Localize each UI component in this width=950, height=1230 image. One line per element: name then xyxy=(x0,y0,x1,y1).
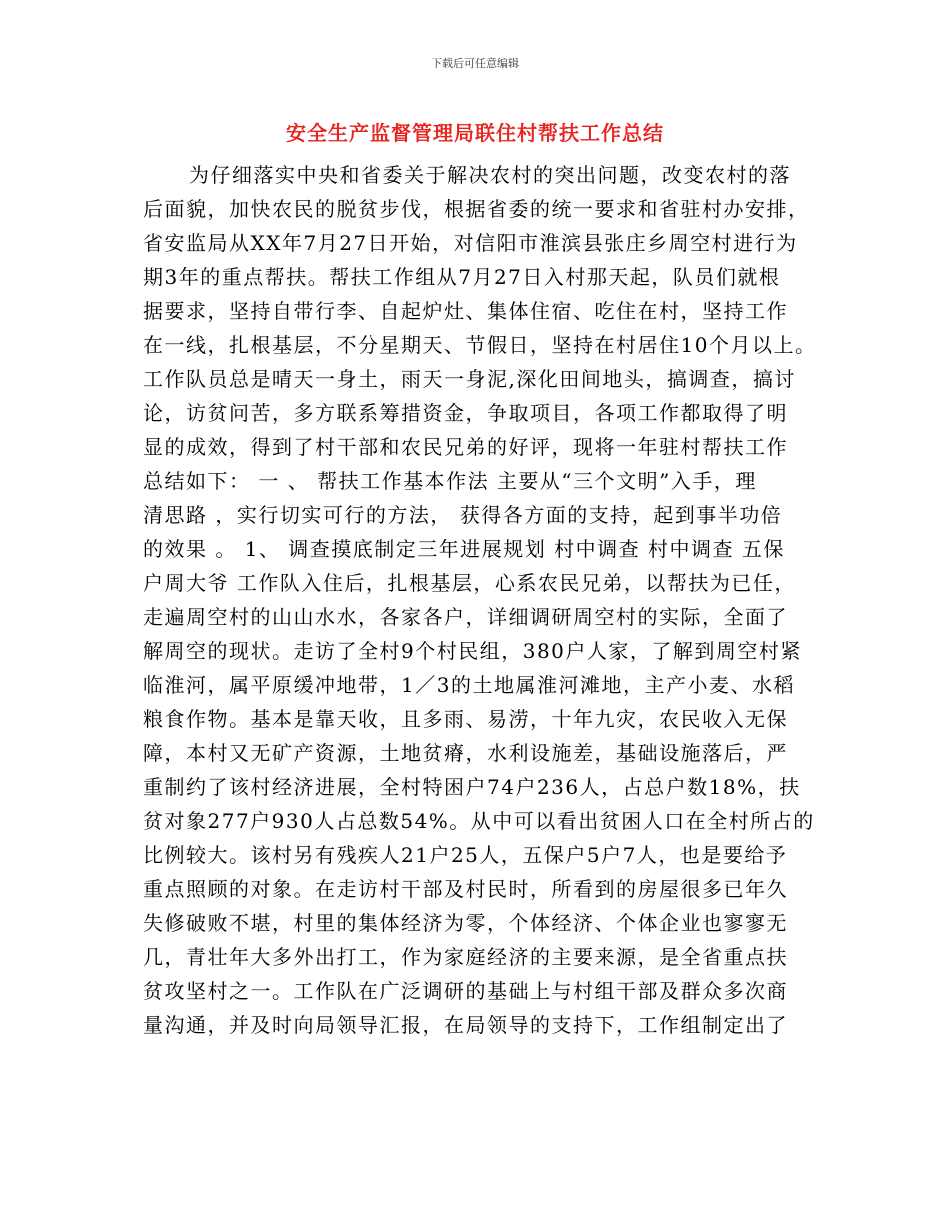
body-text xyxy=(143,158,817,1042)
text-line: 的效果 。 1、 调查摸底制定三年进展规划 村中调查 村中调查 五保 xyxy=(143,537,785,561)
text-line: 工作队员总是晴天一身土，雨天一身泥,深化田间地头，搞调查，搞讨 xyxy=(143,367,796,391)
text-line: 总结如下： 一 、 帮扶工作基本作法 主要从“三个文明”入手，理 xyxy=(143,469,757,493)
text-line: 贫对象277户930人占总数54%。从中可以看出贫困人口在全村所占的 xyxy=(143,809,815,833)
text-line: 为仔细落实中央和省委关于解决农村的突出问题，改变农村的落 xyxy=(189,163,791,187)
text-line: 走遍周空村的山山水水，各家各户，详细调研周空村的实际，全面了 xyxy=(143,605,788,629)
text-line: 清思路 ，实行切实可行的方法， 获得各方面的支持，起到事半功倍 xyxy=(143,503,783,527)
text-line: 临淮河，属平原缓冲地带，1／3的土地属淮河滩地，主产小麦、水稻 xyxy=(143,673,795,697)
text-line: 几，青壮年大多外出打工，作为家庭经济的主要来源，是全省重点扶 xyxy=(143,945,788,969)
text-line: 户周大爷 工作队入住后，扎根基层，心系农民兄弟，以帮扶为已任， xyxy=(143,571,796,595)
text-line: 解周空的现状。走访了全村9个村民组，380户人家，了解到周空村紧 xyxy=(143,639,802,663)
text-line: 粮食作物。基本是靠天收，且多雨、易涝，十年九灾，农民收入无保 xyxy=(143,707,788,731)
header-note: 下载后可任意编辑 xyxy=(431,57,519,70)
document-title: 安全生产监督管理局联住村帮扶工作总结 xyxy=(286,121,664,145)
text-line: 障，本村又无矿产资源，土地贫瘠，水利设施差，基础设施落后，严 xyxy=(143,741,788,765)
text-line: 省安监局从XX年7月27日开始，对信阳市淮滨县张庄乡周空村进行为 xyxy=(143,231,798,255)
text-line: 期3年的重点帮扶。帮扶工作组从7月27日入村那天起，队员们就根 xyxy=(143,265,781,289)
text-line: 重点照顾的对象。在走访村干部及村民时，所看到的房屋很多已年久 xyxy=(143,877,788,901)
text-line: 在一线，扎根基层，不分星期天、节假日，坚持在村居住10个月以上。 xyxy=(143,333,817,357)
text-line: 重制约了该村经济进展，全村特困户74户236人，占总户数18%，扶 xyxy=(143,775,801,799)
text-line: 据要求，坚持自带行李、自起炉灶、集体住宿、吃住在村，坚持工作 xyxy=(143,299,788,323)
text-line: 显的成效，得到了村干部和农民兄弟的好评，现将一年驻村帮扶工作 xyxy=(143,435,788,459)
text-line: 量沟通，并及时向局领导汇报，在局领导的支持下，工作组制定出了 xyxy=(143,1013,788,1037)
text-line: 论，访贫问苦，多方联系筹措资金，争取项目，各项工作都取得了明 xyxy=(143,401,788,425)
text-line: 贫攻坚村之一。工作队在广泛调研的基础上与村组干部及群众多次商 xyxy=(143,979,788,1003)
text-line: 比例较大。该村另有残疾人21户25人，五保户5户7人，也是要给予 xyxy=(143,843,788,867)
text-line: 后面貌，加快农民的脱贫步伐，根据省委的统一要求和省驻村办安排， xyxy=(143,197,810,221)
text-line: 失修破败不堪，村里的集体经济为零，个体经济、个体企业也寥寥无 xyxy=(143,911,788,935)
